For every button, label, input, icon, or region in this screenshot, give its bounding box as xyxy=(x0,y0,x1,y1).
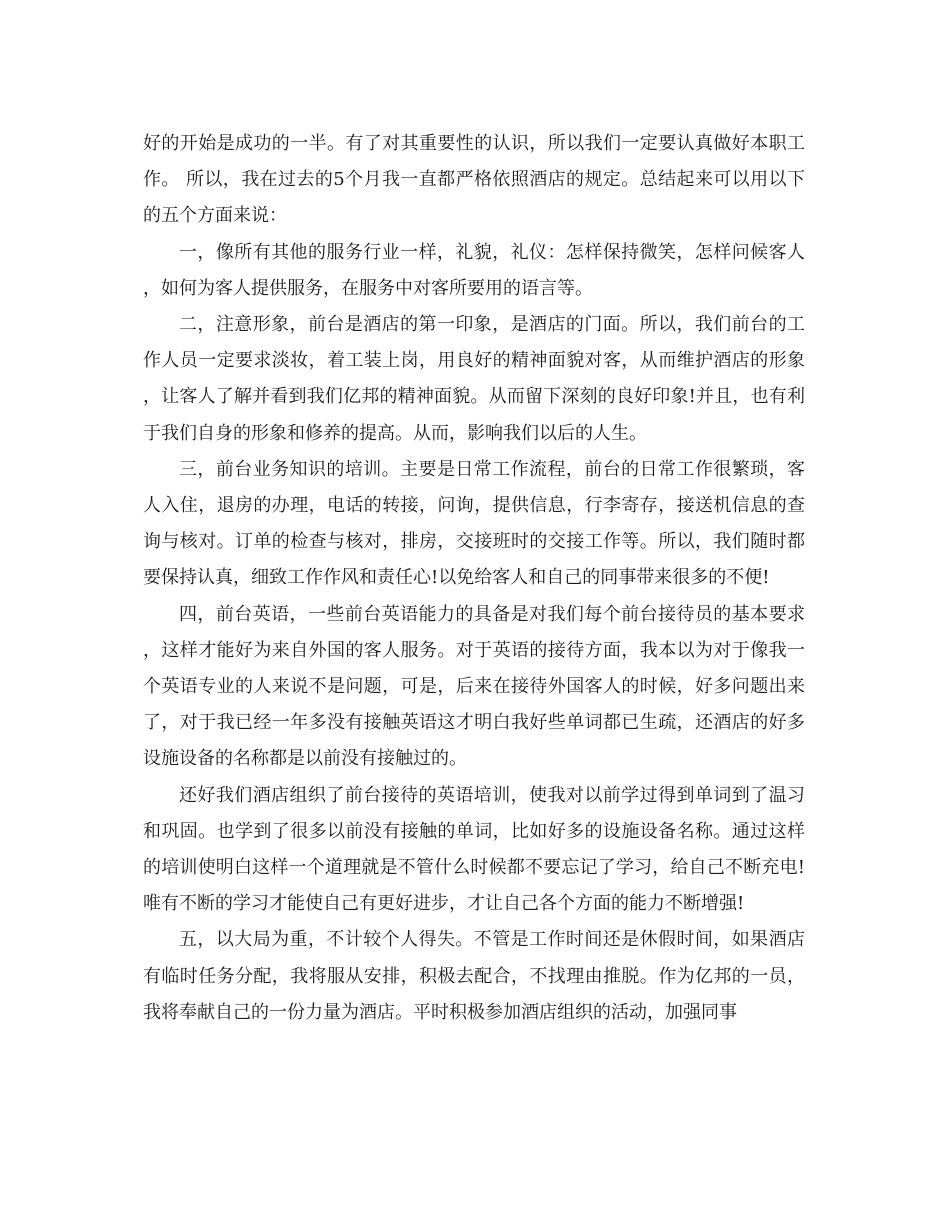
paragraph-point-two: 二，注意形象，前台是酒店的第一印象，是酒店的门面。所以，我们前台的工作人员一定要求淡妆，着工装上岗，用良好的精神面貌对客，从而维护酒店的形象，让客人了解并看到我们亿邦的精神面貌。从而留下深刻的良好印象!并且，也有利于我们自身的形象和修养的提高。从而，影响我们以后的人生。 xyxy=(143,314,805,444)
paragraph-point-five: 五，以大局为重，不计较个人得失。不管是工作时间还是休假时间，如果酒店有临时任务分配，我将服从安排，积极去配合，不找理由推脱。作为亿邦的一员，我将奉献自己的一份力量为酒店。平时积极参加酒店组织的活动，加强同事 xyxy=(143,929,805,1023)
paragraph-intro: 好的开始是成功的一半。有了对其重要性的认识，所以我们一定要认真做好本职工作。 所以，我在过去的5个月我一直都严格依照酒店的规定。总结起来可以用以下的五个方面来说： xyxy=(143,133,805,227)
paragraph-point-three: 三，前台业务知识的培训。主要是日常工作流程，前台的日常工作很繁琐，客人入住，退房的办理，电话的转接，问询，提供信息，行李寄存，接送机信息的查询与核对。订单的检查与核对，排房，交接班时的交接工作等。所以，我们随时都要保持认真，细致工作作风和责任心!以免给客人和自己的同事带来很多的不便! xyxy=(143,458,805,589)
paragraph-english-training: 还好我们酒店组织了前台接待的英语培训，使我对以前学过得到单词到了温习和巩固。也学到了很多以前没有接触的单词，比如好多的设施设备名称。通过这样的培训使明白这样一个道理就是不管什么时候都不要忘记了学习，给自己不断充电!唯有不断的学习才能使自己有更好进步，才让自己各个方面的能力不断增强! xyxy=(143,784,805,915)
paragraph-point-four: 四，前台英语，一些前台英语能力的具备是对我们每个前台接待员的基本要求，这样才能好为来自外国的客人服务。对于英语的接待方面，我本以为对于像我一个英语专业的人来说不是问题，可是，后来在接待外国客人的时候，好多问题出来了，对于我已经一年多没有接触英语这才明白我好些单词都已生疏，还酒店的好多设施设备的名称都是以前没有接触过的。 xyxy=(143,603,805,770)
paragraph-point-one: 一，像所有其他的服务行业一样，礼貌，礼仪：怎样保持微笑，怎样问候客人，如何为客人提供服务，在服务中对客所要用的语言等。 xyxy=(143,241,805,299)
document-body xyxy=(143,126,805,1031)
